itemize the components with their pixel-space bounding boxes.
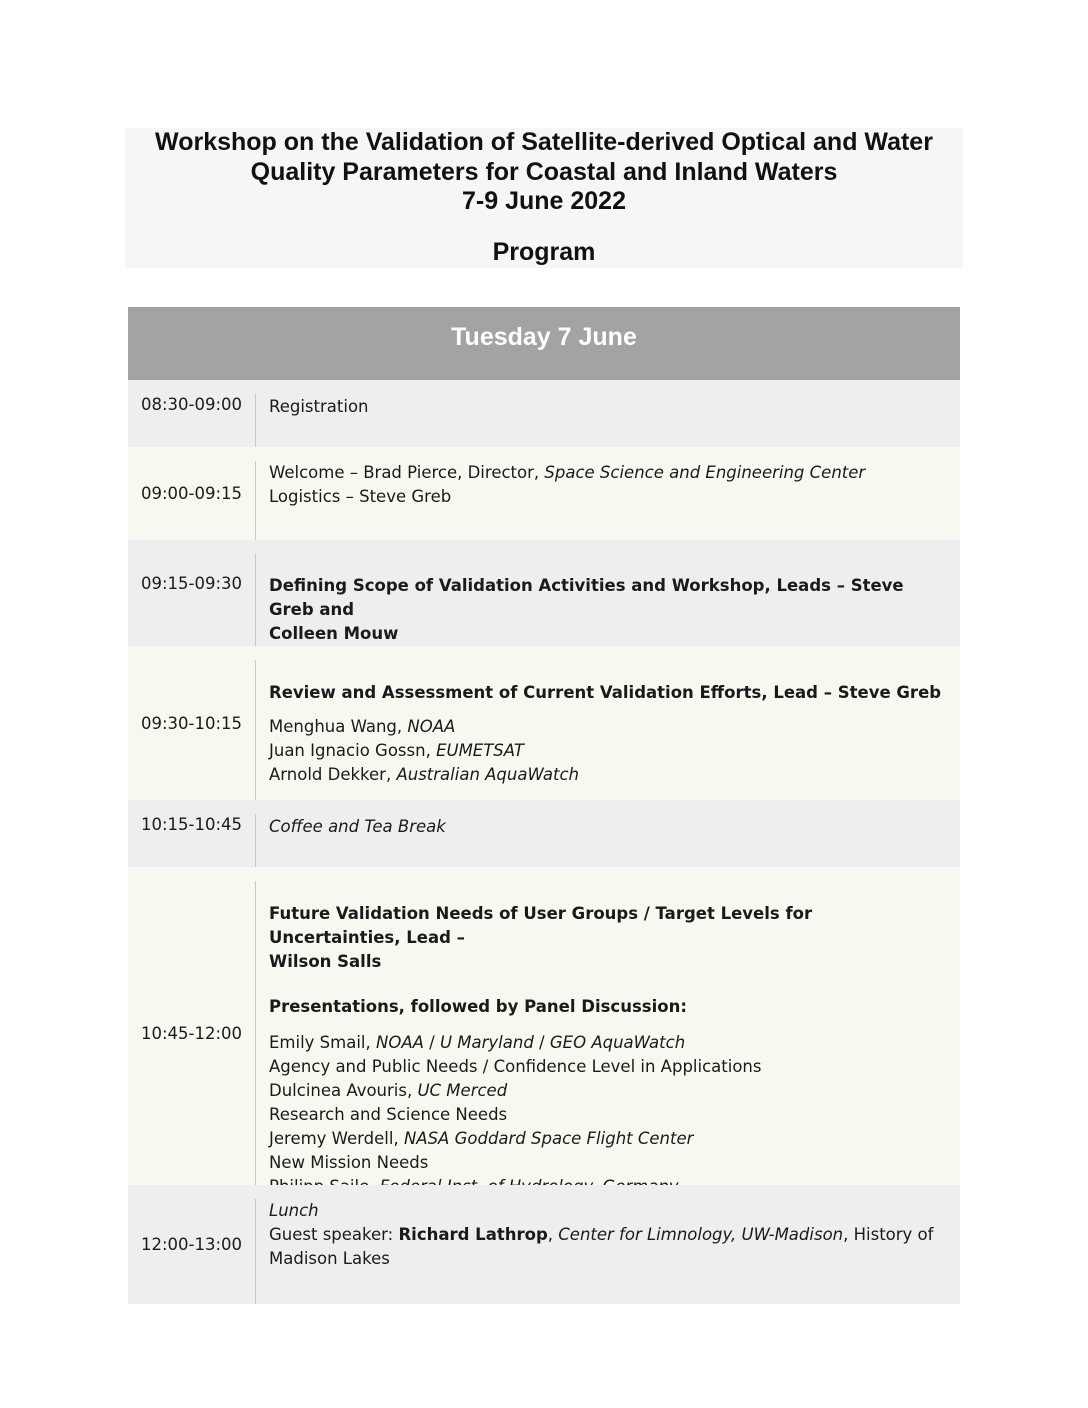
guest-topic: , History of — [843, 1225, 934, 1244]
separator: / — [423, 1033, 440, 1052]
program-heading: Program — [492, 237, 596, 266]
title-line-1: Workshop on the Validation of Satellite-derived Optical and Water — [155, 128, 933, 156]
session-title-line-2: Wilson Salls — [269, 952, 382, 971]
welcome-org: Space Science and Engineering Center — [544, 463, 866, 482]
schedule-row-scope — [128, 540, 960, 646]
column-divider — [255, 461, 256, 540]
schedule-row-review — [128, 646, 960, 800]
session-content — [256, 800, 960, 867]
session-time: 12:00-13:00 — [141, 1235, 243, 1254]
speaker-line — [269, 763, 942, 787]
column-divider — [255, 554, 256, 646]
session-content — [256, 646, 960, 800]
session-content — [256, 447, 960, 540]
session-title: Review and Assessment of Current Validation Efforts, Lead – Steve Greb — [269, 683, 942, 702]
presentation-topic: New Mission Needs — [269, 1153, 429, 1172]
separator: , — [547, 1225, 559, 1244]
guest-prefix: Guest speaker: — [269, 1225, 399, 1244]
column-divider — [255, 814, 256, 867]
guest-topic-continued: Madison Lakes — [269, 1249, 390, 1268]
session-content — [256, 540, 960, 646]
schedule-table — [128, 307, 960, 1304]
document-header — [125, 128, 963, 268]
guest-speaker-line — [269, 1223, 942, 1247]
break-label: Coffee and Tea Break — [269, 817, 446, 836]
session-title-line-1: Future Validation Needs of User Groups / Target Levels for Uncertainties, Lead – — [269, 904, 813, 947]
guest-org: Center for Limnology, UW-Madison — [558, 1225, 844, 1244]
session-title-line-2: Colleen Mouw — [269, 624, 399, 643]
session-title-line-1: Defining Scope of Validation Activities and Workshop, Leads – Steve Greb and — [269, 576, 904, 619]
lunch-label: Lunch — [269, 1201, 319, 1220]
presenter-name: Jeremy Werdell, — [269, 1129, 404, 1148]
speaker-org: NOAA — [407, 717, 456, 736]
logistics-line: Logistics – Steve Greb — [269, 487, 452, 506]
column-divider — [255, 1199, 256, 1304]
speaker-name: Arnold Dekker, — [269, 765, 397, 784]
welcome-text: Welcome – Brad Pierce, Director, — [269, 463, 545, 482]
registration-label: Registration — [269, 397, 369, 416]
presenter-org: GEO AquaWatch — [549, 1033, 686, 1052]
speaker-org: EUMETSAT — [436, 741, 524, 760]
schedule-row-break — [128, 800, 960, 867]
session-subtitle: Presentations, followed by Panel Discussion: — [269, 997, 687, 1016]
speaker-name: Juan Ignacio Gossn, — [269, 741, 437, 760]
schedule-row-lunch — [128, 1185, 960, 1304]
column-divider — [255, 660, 256, 800]
presentation-topic: Agency and Public Needs / Confidence Level in Applications — [269, 1057, 762, 1076]
session-time: 08:30-09:00 — [141, 395, 243, 414]
speaker-line — [269, 739, 942, 763]
speaker-name: Menghua Wang, — [269, 717, 408, 736]
presenter-line — [269, 1079, 942, 1103]
presenter-org: U Maryland — [439, 1033, 534, 1052]
welcome-line — [269, 461, 942, 485]
presenter-name: Emily Smail, — [269, 1033, 376, 1052]
session-time: 09:15-09:30 — [141, 574, 243, 593]
session-time: 10:45-12:00 — [141, 1023, 243, 1043]
column-divider — [255, 881, 256, 1185]
session-content — [256, 867, 960, 1185]
speaker-line — [269, 715, 942, 739]
presenter-org: NASA Goddard Space Flight Center — [403, 1129, 694, 1148]
presentation-topic: Research and Science Needs — [269, 1105, 508, 1124]
presenter-org: UC Merced — [417, 1081, 508, 1100]
presenter-org: NOAA — [376, 1033, 424, 1052]
title-line-2: Quality Parameters for Coastal and Inland Waters — [250, 157, 838, 186]
schedule-row-future-needs — [128, 867, 960, 1185]
column-divider — [255, 394, 256, 447]
speaker-org: Australian AquaWatch — [396, 765, 579, 784]
presenter-name: Dulcinea Avouris, — [269, 1081, 418, 1100]
presenter-line — [269, 1127, 942, 1151]
session-time: 10:15-10:45 — [141, 815, 243, 834]
session-time: 09:30-10:15 — [141, 713, 243, 733]
guest-name: Richard Lathrop — [398, 1225, 548, 1244]
workshop-dates: 7-9 June 2022 — [462, 187, 626, 215]
presenter-line — [269, 1031, 942, 1055]
schedule-row-registration — [128, 380, 960, 447]
session-time: 09:00-09:15 — [141, 484, 243, 503]
day-heading: Tuesday 7 June — [128, 307, 960, 380]
session-content — [256, 380, 960, 447]
schedule-row-welcome — [128, 447, 960, 540]
separator: / — [533, 1033, 550, 1052]
session-content — [256, 1185, 960, 1304]
